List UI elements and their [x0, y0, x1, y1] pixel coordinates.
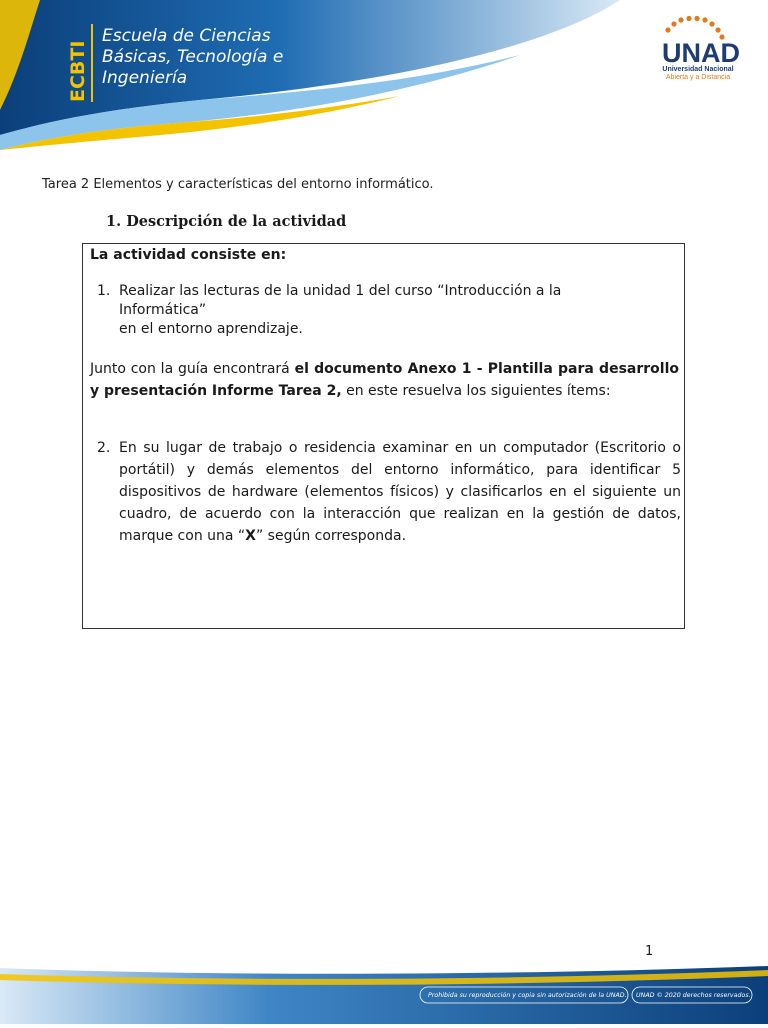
activity-box-heading: La actividad consiste en: — [90, 247, 287, 263]
activity-box — [82, 243, 685, 629]
unad-tagline-line2: Abierta y a Distancia — [665, 74, 731, 81]
section-title — [106, 213, 346, 230]
list-item-text: En su lugar de trabajo o residencia examinar en un computador (Escritorio o portátil) y demás elementos del entorno informático, para identificar 5 dispositivos de hardware (elementos físicos) y clasificarlos en el siguiente un cuadro, de acuerdo con la interacción que realizan en la gestión de datos, marque con una “ — [119, 440, 681, 544]
page-header — [0, 0, 768, 150]
task-title: Tarea 2 Elementos y características del entorno informático. — [42, 177, 434, 192]
svg-text:ECBTI: ECBTI — [67, 40, 89, 102]
list-item — [97, 437, 681, 547]
paragraph-text: en este resuelva los siguientes ítems: — [341, 383, 611, 399]
school-name-line: Ingeniería — [102, 68, 188, 88]
paragraph-text: Junto con la guía encontrará — [90, 361, 295, 377]
svg-text:UNAD: UNAD — [662, 38, 740, 68]
list-item-text: Realizar las lecturas de la unidad 1 del curso “Introducción a la Informática” — [119, 283, 562, 318]
unad-tagline — [646, 66, 750, 82]
ecbti-logo — [58, 22, 98, 104]
section-heading: Descripción de la actividad — [126, 213, 347, 230]
school-name — [102, 26, 283, 89]
page-number: 1 — [645, 944, 654, 959]
page-footer — [0, 962, 768, 1024]
footer-rights-notice: UNAD © 2020 derechos reservados. — [636, 992, 751, 999]
list-item-text: ” según corresponda. — [255, 528, 407, 544]
list-item-bold-text: X — [245, 528, 256, 544]
school-name-line: Básicas, Tecnología e — [102, 47, 284, 67]
school-name-line: Escuela de Ciencias — [102, 26, 271, 46]
list-item — [97, 282, 637, 339]
list-item-text: en el entorno aprendizaje. — [119, 321, 303, 337]
list-item-number: 1. — [97, 283, 111, 299]
unad-tagline-line1: Universidad Nacional — [662, 66, 734, 73]
instructions-paragraph — [90, 358, 679, 402]
paragraph-bold-text: el documento Anexo 1 - Plantilla para desarrollo y presentación Informe Tarea 2, — [90, 361, 680, 399]
footer-copyright-notice: Prohibida su reproducción y copia sin autorización de la UNAD. — [428, 992, 627, 999]
section-number: 1. — [106, 213, 122, 230]
list-item-number: 2. — [97, 440, 111, 456]
